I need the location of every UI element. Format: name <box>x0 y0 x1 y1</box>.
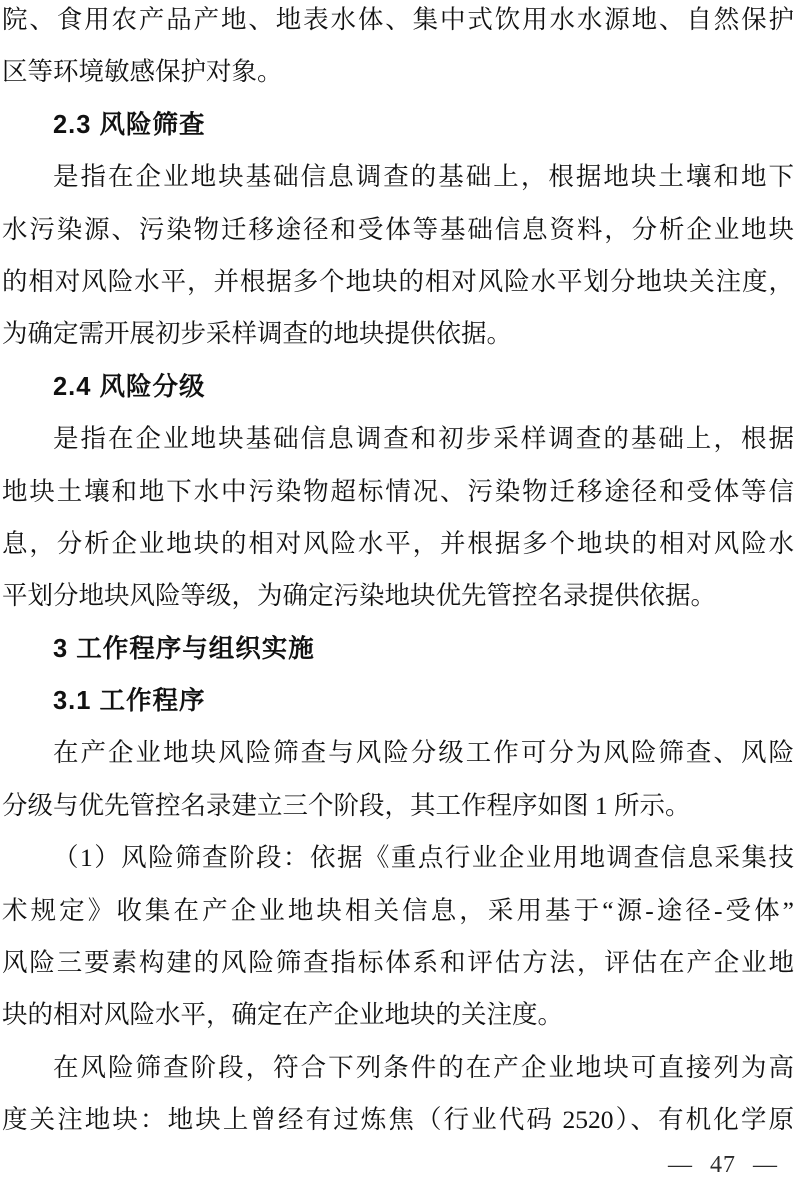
text-line: 为确定需开展初步采样调查的地块提供依据。 <box>2 319 513 349</box>
text-line: 块的相对风险水平，确定在产企业地块的关注度。 <box>2 1000 564 1030</box>
text-line: 度关注地块：地块上曾经有过炼焦（行业代码 2520）、有机化学原 <box>2 1105 794 1135</box>
text-line: 平划分地块风险等级，为确定污染地块优先管控名录提供依据。 <box>2 581 717 611</box>
section-heading: 2.4 风险分级 <box>53 372 206 401</box>
text-line: （1）风险筛查阶段：依据《重点行业企业用地调查信息采集技 <box>53 843 794 873</box>
section-heading: 2.3 风险筛查 <box>53 110 206 139</box>
text-line: 是指在企业地块基础信息调查和初步采样调查的基础上，根据 <box>53 424 794 454</box>
text-line: 术规定》收集在产企业地块相关信息，采用基于“源-途径-受体” <box>2 895 794 925</box>
text-line: 在产企业地块风险筛查与风险分级工作可分为风险筛查、风险 <box>53 738 794 768</box>
section-heading: 3 工作程序与组织实施 <box>53 634 315 663</box>
text-line: 区等环境敏感保护对象。 <box>2 57 283 87</box>
text-line: 在风险筛查阶段，符合下列条件的在产企业地块可直接列为高 <box>53 1052 794 1082</box>
text-line: 院、食用农产品产地、地表水体、集中式饮用水水源地、自然保护 <box>2 5 794 34</box>
page-number: — 47 — <box>668 1152 778 1178</box>
text-line: 息，分析企业地块的相对风险水平，并根据多个地块的相对风险水 <box>2 528 794 558</box>
text-line: 是指在企业地块基础信息调查的基础上，根据地块土壤和地下 <box>53 162 794 192</box>
text-line: 的相对风险水平，并根据多个地块的相对风险水平划分地块关注度， <box>2 266 794 296</box>
text-line: 地块土壤和地下水中污染物超标情况、污染物迁移途径和受体等信 <box>2 476 794 506</box>
section-heading: 3.1 工作程序 <box>53 687 206 716</box>
text-line: 风险三要素构建的风险筛查指标体系和评估方法，评估在产企业地 <box>2 948 794 978</box>
text-line: 分级与优先管控名录建立三个阶段，其工作程序如图 1 所示。 <box>2 790 691 820</box>
text-line: 水污染源、污染物迁移途径和受体等基础信息资料，分析企业地块 <box>2 214 794 244</box>
